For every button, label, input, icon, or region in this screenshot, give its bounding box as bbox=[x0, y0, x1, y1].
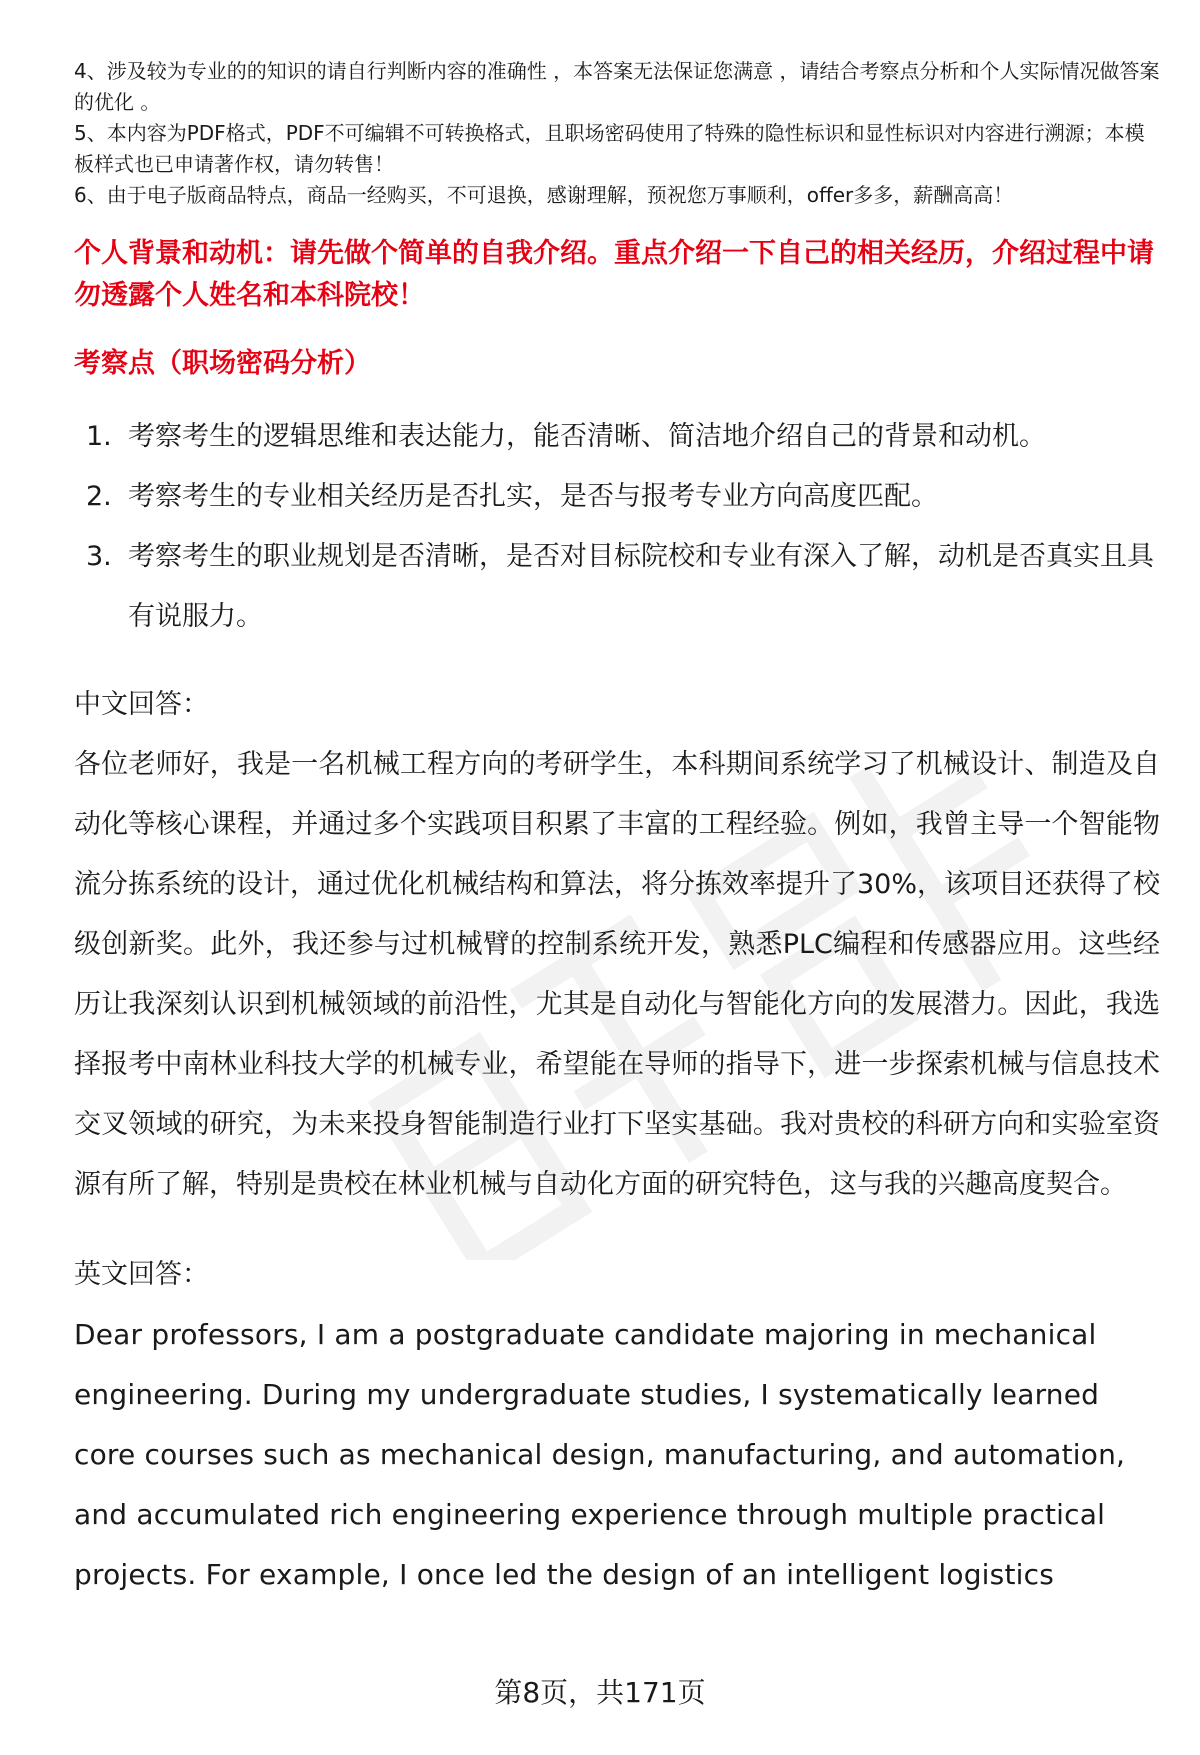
point-number: 3. bbox=[86, 541, 112, 572]
point-text: 考察考生的逻辑思维和表达能力，能否清晰、简洁地介绍自己的背景和动机。 bbox=[128, 421, 1046, 452]
note-item: 4、涉及较为专业的的知识的请自行判断内容的准确性 ，本答案无法保证您满意 ，请结合考察点分析和个人实际情况做答案的优化 。 bbox=[74, 59, 1160, 114]
analysis-point bbox=[74, 407, 1160, 467]
analysis-heading: 考察点（职场密码分析） bbox=[74, 348, 371, 379]
chinese-answer-text: 各位老师好，我是一名机械工程方向的考研学生，本科期间系统学习了机械设计、制造及自动化等核心课程，并通过多个实践项目积累了丰富的工程经验。例如，我曾主导一个智能物流分拣系统的设计，通过优化机械结构和算法，将分拣效率提升了30%，该项目还获得了校级创新奖。此外，我还参与过机械臂的控制系统开发，熟悉PLC编程和传感器应用。这些经历让我深刻认识到机械领域的前沿性，尤其是自动化与智能化方向的发展潜力。因此，我选择报考中南林业科技大学的机械专业，希望能在导师的指导下，进一步探索机械与信息技术交叉领域的研究，为未来投身智能制造行业打下坚实基础。我对贵校的科研方向和实验室资源有所了解，特别是贵校在林业机械与自动化方面的研究特色，这与我的兴趣高度契合。 bbox=[74, 749, 1161, 1200]
point-number: 1. bbox=[86, 421, 112, 452]
document-page bbox=[74, 56, 1160, 1605]
analysis-point bbox=[74, 527, 1160, 647]
interview-question: 个人背景和动机：请先做个简单的自我介绍。重点介绍一下自己的相关经历，介绍过程中请勿透露个人姓名和本科院校！ bbox=[74, 238, 1154, 311]
note-item: 5、本内容为PDF格式，PDF不可编辑不可转换格式，且职场密码使用了特殊的隐性标识和显性标识对内容进行溯源；本模板样式也已申请著作权，请勿转售！ bbox=[74, 121, 1145, 176]
point-text: 考察考生的职业规划是否清晰，是否对目标院校和专业有深入了解，动机是否真实且具有说服力。 bbox=[128, 541, 1154, 632]
chinese-answer-label: 中文回答： bbox=[74, 689, 209, 720]
notes-section bbox=[74, 56, 1160, 211]
point-number: 2. bbox=[86, 481, 112, 512]
analysis-points bbox=[74, 407, 1160, 647]
note-item: 6、由于电子版商品特点，商品一经购买，不可退换，感谢理解，预祝您万事顺利，offer多多，薪酬高高！ bbox=[74, 183, 1014, 207]
point-text: 考察考生的专业相关经历是否扎实，是否与报考专业方向高度匹配。 bbox=[128, 481, 938, 512]
english-answer-text: Dear professors, I am a postgraduate candidate majoring in mechanical engineering. During my undergraduate studies, I systematically learned core courses such as mechanical design, manufacturing, and automation, and accumulated rich engineering experience through multiple practical projects. For example, I once led the design of an intelligent logistics bbox=[74, 1318, 1126, 1591]
page-footer: 第8页，共171页 bbox=[494, 1676, 706, 1709]
english-answer-label: 英文回答： bbox=[74, 1259, 209, 1290]
analysis-point bbox=[74, 467, 1160, 527]
